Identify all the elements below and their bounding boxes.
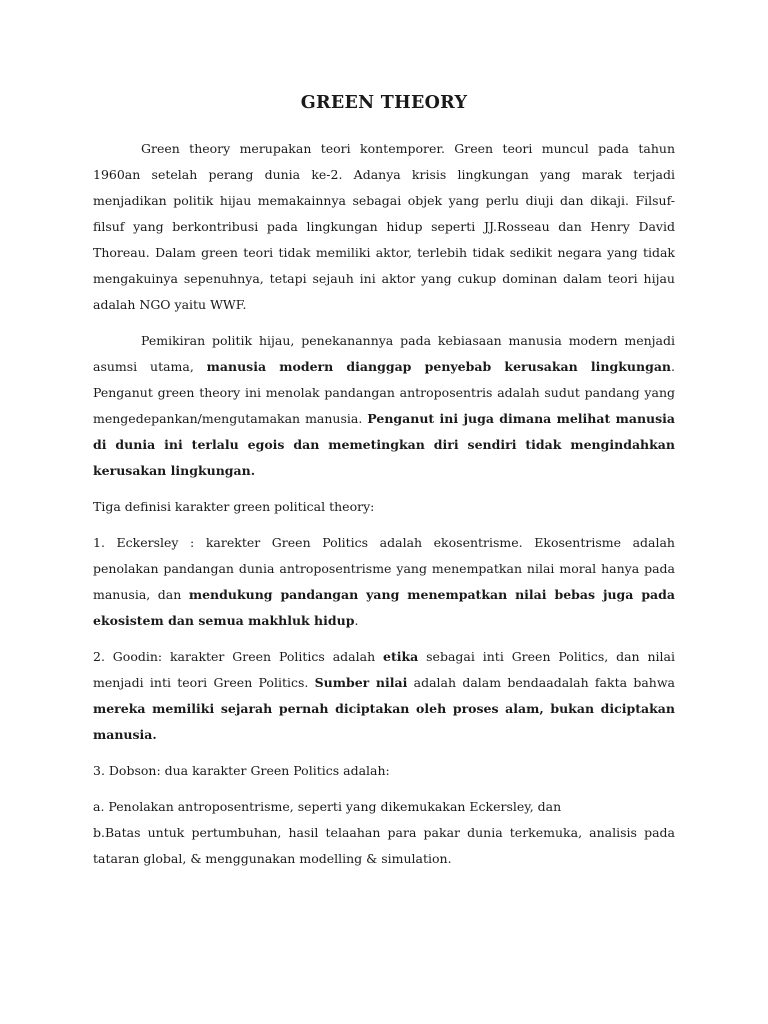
text-run: . Penganut green theory ini menolak pandangan antroposentris adalah sudut pandang yang mengedepankan/mengutamakan manusia. bbox=[93, 359, 676, 426]
definition-dobson: 3. Dobson: dua karakter Green Politics adalah: bbox=[93, 763, 390, 778]
paragraph-intro: Green theory merupakan teori kontemporer. Green teori muncul pada tahun 1960an setelah perang dunia ke-2. Adanya krisis lingkungan yang marak terjadi menjadikan politik hijau memakainnya sebagai objek yang perlu diuji dan dikaji. Filsuf-filsuf yang berkontribusi pada lingkungan hidup seperti JJ.Rosseau dan Henry David Thoreau. Dalam green teori tidak memiliki aktor, terlebih tidak sedikit negara yang tidak mengakuinya sepenuhnya, tetapi sejauh ini aktor yang cukup dominan dalam teori hijau adalah NGO yaitu WWF. bbox=[93, 141, 675, 312]
dobson-point-b: b.Batas untuk pertumbuhan, hasil telaahan para pakar dunia terkemuka, analisis pada tataran global, & menggunakan modelling & simulation. bbox=[93, 825, 675, 866]
dobson-point-a: a. Penolakan antroposentrisme, seperti yang dikemukakan Eckersley, dan bbox=[93, 799, 562, 814]
document-title: GREEN THEORY bbox=[300, 93, 468, 113]
bold-run: Penganut ini juga dimana melihat manusia di dunia ini terlalu egois dan memetingkan diri sendiri tidak mengindahkan kerusakan lingkungan. bbox=[93, 411, 676, 478]
bold-run: etika bbox=[383, 649, 419, 664]
bold-run: mendukung pandangan yang menempatkan nilai bebas juga pada ekosistem dan semua makhluk hidup bbox=[93, 587, 675, 628]
definition-eckersley bbox=[93, 530, 675, 634]
bold-run: manusia modern dianggap penyebab kerusakan lingkungan bbox=[206, 359, 672, 374]
text-run: 1. Eckersley : karekter Green Politics adalah ekosentrisme. Ekosentrisme adalah penolakan pandangan dunia antroposentrisme yang menempatkan nilai moral hanya pada manusia, dan bbox=[93, 535, 675, 602]
text-run: . bbox=[354, 613, 359, 628]
text-run: adalah dalam bendaadalah fakta bahwa bbox=[407, 675, 675, 690]
text-run: Pemikiran politik hijau, penekanannya pada kebiasaan manusia modern menjadi asumsi utama, bbox=[93, 333, 675, 374]
definition-goodin bbox=[93, 644, 675, 748]
paragraph-thought bbox=[93, 328, 675, 484]
text-run: sebagai inti Green Politics, dan nilai menjadi inti teori Green Politics. bbox=[93, 649, 675, 690]
bold-run: mereka memiliki sejarah pernah diciptakan oleh proses alam, bukan diciptakan manusia. bbox=[93, 701, 675, 742]
text-run: 2. Goodin: karakter Green Politics adalah bbox=[93, 649, 384, 664]
document-page bbox=[93, 86, 675, 882]
paragraph-definitions-heading: Tiga definisi karakter green political theory: bbox=[93, 499, 375, 514]
bold-run: Sumber nilai bbox=[314, 675, 408, 690]
